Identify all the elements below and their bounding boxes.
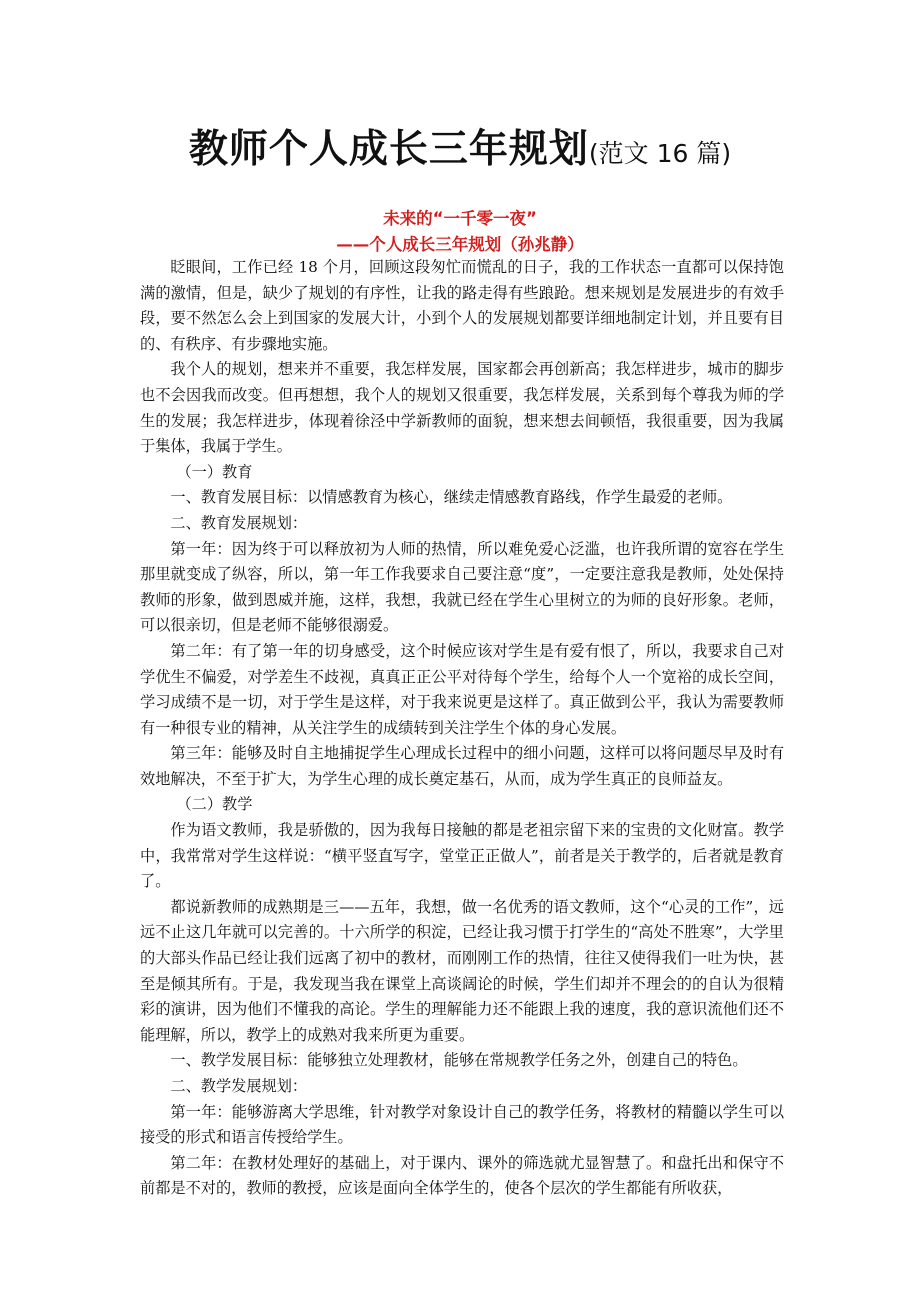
- paragraph: 二、教育发展规划：: [170, 513, 308, 532]
- paragraph: 我个人的规划，想来并不重要，我怎样发展，国家都会再创新高；我怎样进步，城市的脚步也不会因我而改变。但再想想，我个人的规划又很重要，我怎样发展，关系到每个尊我为师的学生的发展；我怎样进步，体现着徐泾中学新教师的面貌，想来想去间顿悟，我很重要，因为我属于集体，我属于学生。: [140, 360, 784, 456]
- paragraph: 作为语文教师，我是骄傲的，因为我每日接触的都是老祖宗留下来的宝贵的文化财富。教学中，我常常对学生这样说：“横平竖直写字，堂堂正正做人”，前者是关于教学的，后者就是教育了。: [140, 821, 784, 891]
- paragraph: 一、教育发展目标：以情感教育为核心，继续走情感教育路线，作学生最爱的老师。: [170, 488, 733, 507]
- paragraph: 第一年：因为终于可以释放初为人师的热情，所以难免爱心泛滥，也许我所谓的宽容在学生那里就变成了纵容，所以，第一年工作我要求自己要注意“度”，一定要注意我是教师，处处保持教师的形象，做到恩威并施，这样，我想，我就已经在学生心里树立的为师的良好形象。老师，可以很亲切，但是老师不能够很溺爱。: [140, 539, 784, 635]
- paragraph: 第二年：有了第一年的切身感受，这个时候应该对学生是有爱有恨了，所以，我要求自己对学优生不偏爱，对学差生不歧视，真真正正公平对待每个学生，给每个人一个宽裕的成长空间，学习成绩不是一切，对于学生是这样，对于我来说更是这样了。真正做到公平，我认为需要教师有一种很专业的精神，从关注学生的成绩转到关注学生个体的身心发展。: [140, 641, 784, 737]
- paragraph: 第一年：能够游离大学思维，针对教学对象设计自己的教学任务，将教材的精髓以学生可以接受的形式和语言传授给学生。: [140, 1102, 784, 1147]
- document-title-main: 教师个人成长三年规划: [188, 127, 589, 172]
- article-body: [140, 255, 784, 1202]
- section-heading-teaching: （二）教学: [176, 795, 253, 814]
- document-title: [0, 118, 920, 174]
- paragraph: 第二年：在教材处理好的基础上，对于课内、课外的筛选就尤显智慧了。和盘托出和保守不前都是不对的，教师的教授，应该是面向全体学生的，使各个层次的学生都能有所收获，: [140, 1153, 784, 1198]
- paragraph: 都说新教师的成熟期是三——五年，我想，做一名优秀的语文教师，这个“心灵的工作”，远远不止这几年就可以完善的。十六所学的积淀，已经让我习惯于打学生的“高处不胜寒”，大学里的大部头作品已经让我们远离了初中的教材，而刚刚工作的热情，往往又使得我们一吐为快，甚至是倾其所有。于是，我发现当我在课堂上高谈阔论的时候，学生们却并不理会的的自认为很精彩的演讲，因为他们不懂我的高论。学生的理解能力还不能跟上我的速度，我的意识流他们还不能理解，所以，教学上的成熟对我来所更为重要。: [140, 897, 784, 1044]
- paragraph: 二、教学发展规划：: [170, 1077, 308, 1095]
- paragraph: 第三年：能够及时自主地捕捉学生心理成长过程中的细小问题，这样可以将问题尽早及时有效地解决，不至于扩大，为学生心理的成长奠定基石，从而，成为学生真正的良师益友。: [140, 744, 784, 788]
- document-title-sub: (范文 16 篇): [588, 139, 732, 168]
- paragraph: 眨眼间，工作已经 18 个月，回顾这段匆忙而慌乱的日子，我的工作状态一直都可以保持饱满的激情，但是，缺少了规划的有序性，让我的路走得有些踉跄。想来规划是发展进步的有效手段，要不然怎么会上到国家的发展大计，小到个人的发展规划都要详细地制定计划，并且要有目的、有秩序、有步骤地实施。: [140, 258, 784, 353]
- paragraph: 一、教学发展目标：能够独立处理教材，能够在常规教学任务之外，创建自己的特色。: [170, 1051, 748, 1070]
- article-heading: 未来的“一千零一夜”: [383, 209, 537, 228]
- section-heading-education: （一）教育: [176, 462, 253, 481]
- article-subheading: ——个人成长三年规划（孙兆静）: [336, 235, 584, 254]
